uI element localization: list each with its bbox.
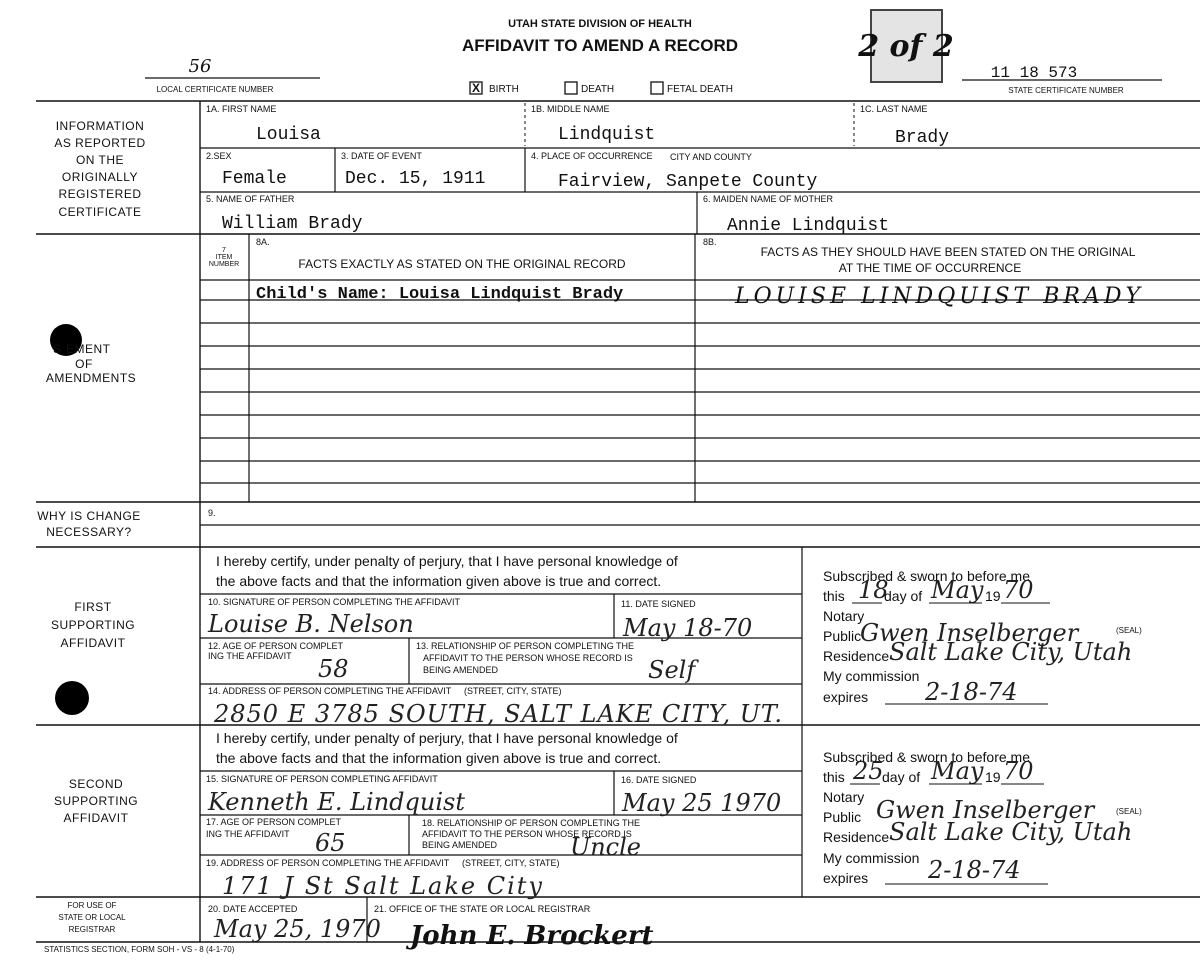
svg-text:Residence: Residence: [823, 829, 890, 845]
svg-text:expires: expires: [823, 689, 869, 705]
second-addr-label: 19. ADDRESS OF PERSON COMPLETING THE AFFIDAVIT: [206, 858, 450, 868]
second-age-label1: 17. AGE OF PERSON COMPLET: [206, 817, 342, 827]
sex-label: 2.SEX: [206, 151, 232, 161]
date-accepted-label: 20. DATE ACCEPTED: [208, 904, 298, 914]
place-sublabel: CITY AND COUNTY: [670, 152, 752, 162]
svg-text:70: 70: [1003, 576, 1034, 604]
svg-text:STATE OR LOCAL: STATE OR LOCAL: [58, 913, 126, 922]
page-stamp: [857, 10, 954, 82]
svg-text:ITEM: ITEM: [215, 254, 233, 261]
svg-text:My commission: My commission: [823, 850, 920, 866]
form-title: AFFIDAVIT TO AMEND A RECORD: [461, 36, 739, 55]
second-rel-label3: BEING AMENDED: [422, 840, 498, 850]
svg-text:Residence: Residence: [823, 648, 890, 664]
svg-text:REGISTERED: REGISTERED: [58, 187, 142, 201]
first-address-value: 2850 E 3785 SOUTH, SALT LAKE CITY, UT.: [214, 700, 784, 728]
svg-text:Subscribed & sworn to before m: Subscribed & sworn to before me: [823, 749, 1030, 765]
fetal-death-label: FETAL DEATH: [667, 84, 733, 95]
first-name-value: Louisa: [256, 125, 321, 145]
first-age-value: 58: [318, 655, 349, 683]
second-address-value: 171 J St Salt Lake City: [222, 872, 544, 900]
date-of-event-label: 3. DATE OF EVENT: [341, 151, 422, 161]
second-date-value: May 25 1970: [622, 789, 782, 817]
first-sig-label: 10. SIGNATURE OF PERSON COMPLETING THE AFFIDAVIT: [208, 597, 461, 607]
svg-text:AS REPORTED: AS REPORTED: [54, 136, 146, 150]
original-fact-row1: Child's Name: Louisa Lindquist Brady: [256, 285, 624, 304]
form-footer: STATISTICS SECTION, FORM SOH - VS - 8 (4-1-70): [44, 945, 235, 954]
father-label: 5. NAME OF FATHER: [206, 194, 295, 204]
svg-text:FIRST: FIRST: [74, 600, 112, 614]
first-date-label: 11. DATE SIGNED: [621, 599, 696, 609]
svg-text:Salt Lake City, Utah: Salt Lake City, Utah: [889, 818, 1133, 846]
svg-text:day of: day of: [882, 769, 921, 785]
second-addr-sublabel: (STREET, CITY, STATE): [462, 858, 560, 868]
first-certify-line1: I hereby certify, under penalty of perjury, that I have personal knowledge of: [216, 553, 678, 569]
svg-text:SUPPORTING: SUPPORTING: [53, 794, 139, 808]
svg-text:FOR USE OF: FOR USE OF: [67, 901, 117, 910]
state-cert-label: STATE CERTIFICATE NUMBER: [1008, 86, 1124, 95]
svg-text:19: 19: [985, 588, 1001, 604]
svg-text:May: May: [931, 576, 984, 604]
svg-text:S: S: [53, 342, 62, 356]
birth-label: BIRTH: [489, 84, 519, 95]
checkbox-birth[interactable]: [470, 81, 482, 95]
local-cert-number: 56: [188, 56, 212, 77]
sex-value: Female: [222, 169, 287, 189]
svg-text:AMENDMENTS: AMENDMENTS: [45, 371, 137, 385]
svg-text:(SEAL): (SEAL): [1116, 807, 1142, 816]
svg-text:Public: Public: [823, 809, 862, 825]
death-label: DEATH: [581, 84, 615, 95]
col-8b-title-line1: FACTS AS THEY SHOULD HAVE BEEN STATED ON THE ORIGINAL: [760, 245, 1136, 259]
second-date-label: 16. DATE SIGNED: [621, 775, 697, 785]
svg-text:2-18-74: 2-18-74: [928, 856, 1021, 884]
svg-text:Subscribed & sworn to before m: Subscribed & sworn to before me: [823, 568, 1030, 584]
second-certify-line2: the above facts and that the information given above is true and correct.: [216, 750, 662, 766]
svg-text:OF: OF: [75, 357, 93, 371]
svg-text:INFORMATION: INFORMATION: [55, 119, 145, 133]
col-8b-title-line2: AT THE TIME OF OCCURRENCE: [838, 261, 1022, 275]
svg-text:day of: day of: [884, 588, 923, 604]
second-rel-label1: 18. RELATIONSHIP OF PERSON COMPLETING THE: [422, 818, 641, 828]
first-rel-label1: 13. RELATIONSHIP OF PERSON COMPLETING THE: [416, 641, 635, 651]
svg-text:My commission: My commission: [823, 668, 920, 684]
first-name-label: 1A. FIRST NAME: [206, 104, 277, 114]
date-of-event-value: Dec. 15, 1911: [345, 169, 486, 189]
agency-name: UTAH STATE DIVISION OF HEALTH: [508, 18, 692, 30]
svg-text:this: this: [823, 588, 845, 604]
local-cert-label: LOCAL CERTIFICATE NUMBER: [156, 85, 274, 94]
second-relationship-value: Uncle: [570, 833, 642, 861]
first-signature: Louise B. Nelson: [208, 610, 414, 638]
svg-text:19: 19: [985, 769, 1001, 785]
first-age-label2: ING THE AFFIDAVIT: [208, 651, 292, 661]
svg-text:AFFIDAVIT: AFFIDAVIT: [60, 636, 126, 650]
col-8a-number: 8A.: [256, 237, 270, 247]
svg-text:CERTIFICATE: CERTIFICATE: [58, 205, 142, 219]
mother-value: Annie Lindquist: [727, 216, 890, 236]
svg-text:Salt Lake City, Utah: Salt Lake City, Utah: [889, 638, 1133, 666]
svg-text:2-18-74: 2-18-74: [925, 678, 1018, 706]
father-value: William Brady: [222, 214, 363, 234]
svg-text:Notary: Notary: [823, 789, 865, 805]
svg-text:ORIGINALLY: ORIGINALLY: [61, 170, 139, 184]
second-sig-label: 15. SIGNATURE OF PERSON COMPLETING AFFIDAVIT: [206, 774, 438, 784]
check-mark-icon: X: [471, 81, 481, 95]
last-name-label: 1C. LAST NAME: [860, 104, 928, 114]
checkbox-death[interactable]: [565, 82, 577, 94]
page-stamp-text: 2 of 2: [858, 29, 954, 64]
col-8b-number: 8B.: [703, 237, 717, 247]
first-rel-label2: AFFIDAVIT TO THE PERSON WHOSE RECORD IS: [423, 653, 633, 663]
middle-name-label: 1B. MIDDLE NAME: [531, 104, 610, 114]
second-age-value: 65: [315, 829, 346, 857]
mother-label: 6. MAIDEN NAME OF MOTHER: [703, 194, 834, 204]
second-age-label2: ING THE AFFIDAVIT: [206, 829, 290, 839]
svg-text:Gwen Inselberger: Gwen Inselberger: [876, 796, 1095, 824]
first-rel-label3: BEING AMENDED: [423, 665, 499, 675]
svg-text:Gwen Inselberger: Gwen Inselberger: [860, 619, 1079, 647]
date-accepted-value: May 25, 1970: [214, 915, 381, 943]
svg-text:AFFIDAVIT: AFFIDAVIT: [63, 811, 129, 825]
svg-text:70: 70: [1003, 757, 1034, 785]
checkbox-fetal-death[interactable]: [651, 82, 663, 94]
svg-text:18: 18: [858, 576, 889, 604]
first-date-value: May 18-70: [623, 614, 753, 642]
col-8a-title: FACTS EXACTLY AS STATED ON THE ORIGINAL RECORD: [298, 257, 626, 271]
svg-text:WHY IS CHANGE: WHY IS CHANGE: [37, 509, 141, 523]
first-age-label1: 12. AGE OF PERSON COMPLET: [208, 641, 344, 651]
svg-text:EMENT: EMENT: [66, 342, 111, 356]
svg-text:REGISTRAR: REGISTRAR: [68, 925, 116, 934]
registrar-office-label: 21. OFFICE OF THE STATE OR LOCAL REGISTRAR: [374, 904, 591, 914]
svg-text:Notary: Notary: [823, 608, 865, 624]
why-field-label: 9.: [208, 508, 216, 518]
svg-text:SECOND: SECOND: [68, 777, 124, 791]
second-signature: Kenneth E. Lindquist: [208, 788, 466, 816]
state-cert-number: 11 18 573: [990, 64, 1078, 82]
place-value: Fairview, Sanpete County: [558, 172, 818, 192]
punch-hole-icon: [55, 681, 89, 715]
svg-text:SUPPORTING: SUPPORTING: [50, 618, 136, 632]
middle-name-value: Lindquist: [558, 125, 656, 145]
svg-text:NECESSARY?: NECESSARY?: [46, 525, 132, 539]
second-rel-label2: AFFIDAVIT TO THE PERSON WHOSE RECORD IS: [422, 829, 632, 839]
first-certify-line2: the above facts and that the information given above is true and correct.: [216, 573, 662, 589]
svg-text:7: 7: [222, 247, 226, 254]
place-label: 4. PLACE OF OCCURRENCE: [531, 151, 653, 161]
last-name-value: Brady: [895, 128, 950, 148]
corrected-fact-row1: LOUISE LINDQUIST BRADY: [735, 284, 1144, 309]
svg-text:expires: expires: [823, 870, 869, 886]
svg-text:May: May: [931, 757, 984, 785]
first-relationship-value: Self: [648, 656, 696, 684]
svg-text:this: this: [823, 769, 845, 785]
svg-text:ON THE: ON THE: [75, 153, 125, 167]
first-addr-label: 14. ADDRESS OF PERSON COMPLETING THE AFFIDAVIT: [208, 686, 452, 696]
registrar-signature: John E. Brockert: [410, 921, 654, 951]
svg-text:(SEAL): (SEAL): [1116, 626, 1142, 635]
svg-text:25: 25: [853, 757, 884, 785]
svg-text:Public: Public: [823, 628, 862, 644]
svg-text:NUMBER: NUMBER: [208, 261, 240, 268]
second-certify-line1: I hereby certify, under penalty of perjury, that I have personal knowledge of: [216, 730, 678, 746]
first-addr-sublabel: (STREET, CITY, STATE): [464, 686, 562, 696]
